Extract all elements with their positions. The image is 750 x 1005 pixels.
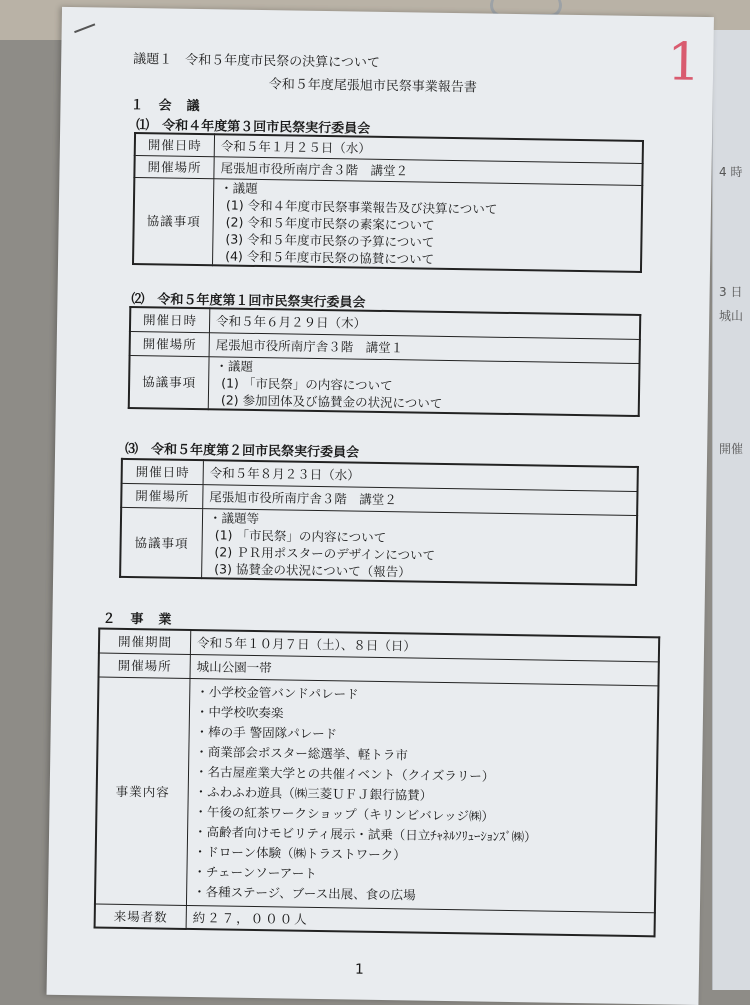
topic-line: (2) 参加団体及び協賛金の状況について: [220, 391, 443, 411]
adjacent-text: 開催: [719, 442, 744, 456]
content-item: ・中学校吹奏楽: [195, 703, 284, 720]
meeting-title: ⑵ 令和５年度第１回市民祭実行委員会: [131, 292, 366, 311]
meeting-place: 尾張旭市役所南庁舎３階 講堂２: [203, 484, 638, 515]
agenda-heading: 議題１ 令和５年度市民祭の決算について: [133, 52, 381, 71]
content-item: ・ドローン体験（㈱トラストワーク）: [193, 843, 406, 862]
topic-line: (1) 「市民祭」の内容について: [221, 374, 393, 393]
topic-line: (4) 令和５年度市民祭の協賛について: [225, 247, 435, 267]
topics-label: 協議事項: [133, 177, 214, 265]
visitor-count: 約２７，０００人: [186, 905, 655, 936]
section2-heading: ２ 事 業: [102, 611, 173, 628]
meeting-title: ⑶ 令和５年度第２回市民祭実行委員会: [124, 441, 360, 461]
adjacent-page: [712, 30, 750, 990]
meeting-table: [119, 458, 639, 586]
topic-line: (2) 令和５年度市民祭の素案について: [225, 213, 435, 233]
meeting-title: ⑴ 令和４年度第３回市民祭実行委員会: [136, 118, 371, 137]
place-label: 開催場所: [130, 331, 210, 356]
content-item: ・午後の紅茶ワークショップ（キリンビバレッジ㈱）: [194, 803, 495, 824]
topic-line: (2) ＰＲ用ポスターのデザインについて: [214, 543, 436, 563]
document-title: 令和５年度尾張旭市民祭事業報告書: [268, 77, 477, 96]
topic-line: ・議題: [215, 357, 254, 374]
date-label: 開催日時: [122, 459, 204, 484]
date-label: 開催日時: [130, 307, 210, 332]
content-item: ・小学校金管バンドパレード: [196, 683, 359, 702]
event-period: 令和５年１０月７日（土）、８日（日）: [190, 630, 659, 661]
content-label: 事業内容: [95, 677, 190, 905]
place-label: 開催場所: [121, 483, 203, 508]
meeting-date: 令和５年８月２３日（水）: [203, 460, 638, 491]
event-place: 城山公園一帯: [190, 654, 659, 685]
adjacent-text: 城山: [719, 309, 744, 323]
period-label: 開催期間: [99, 629, 191, 654]
meeting-place: 尾張旭市役所南庁舎３階 講堂１: [209, 332, 640, 363]
content-item: ・高齢者向けモビリティ展示・試乗（日立ﾁｬﾈﾙｿﾘｭｰｼｮﾝｽﾞ㈱）: [193, 823, 537, 844]
content-item: ・棒の手 警固隊パレード: [195, 723, 338, 741]
meeting-date: 令和５年１月２５日（水）: [214, 134, 643, 163]
place-label: 開催場所: [134, 155, 214, 178]
content-item: ・名古屋産業大学との共催イベント（クイズラリー）: [194, 763, 495, 784]
page-stamp: 1: [666, 32, 701, 93]
content-item: ・各種ステージ、ブース出展、食の広場: [193, 883, 416, 903]
pen-stroke: [74, 23, 95, 33]
report-page: [47, 7, 714, 1005]
meeting-table: [128, 306, 642, 417]
topics-label: 協議事項: [129, 355, 209, 409]
topic-line: (3) 令和５年度市民祭の予算について: [225, 230, 435, 250]
topic-line: (1) 令和４年度市民祭事業報告及び決算について: [225, 196, 498, 217]
adjacent-text: 3 日: [719, 285, 743, 299]
content-item: ・チェーンソーアート: [193, 863, 317, 881]
content-cell: [186, 678, 658, 912]
event-table: [94, 628, 661, 938]
meeting-table: [132, 132, 644, 272]
topic-line: ・議題等: [208, 509, 260, 526]
visitors-label: 来場者数: [95, 904, 187, 929]
meeting-date: 令和５年６月２９日（木）: [209, 308, 640, 339]
topics-label: 協議事項: [120, 507, 203, 578]
date-label: 開催日時: [135, 133, 215, 156]
content-item: ・商業部会ポスター総選挙、軽トラ市: [195, 743, 408, 762]
meeting-place: 尾張旭市役所南庁舎３階 講堂２: [214, 156, 643, 185]
topic-line: (3) 協賛金の状況について（報告）: [214, 560, 411, 579]
adjacent-text: 4 時: [719, 165, 743, 179]
topics-cell: [208, 356, 639, 415]
content-item: ・ふわふわ遊具（㈱三菱ＵＦＪ銀行協賛）: [194, 783, 433, 803]
page-number: 1: [354, 961, 365, 978]
topic-line: (1) 「市民祭」の内容について: [214, 526, 387, 545]
topics-cell: [202, 508, 638, 584]
topics-cell: [213, 178, 643, 271]
section1-heading: １ 会 議: [130, 97, 201, 115]
topic-line: ・議題: [220, 179, 258, 196]
place-label: 開催場所: [99, 653, 191, 678]
